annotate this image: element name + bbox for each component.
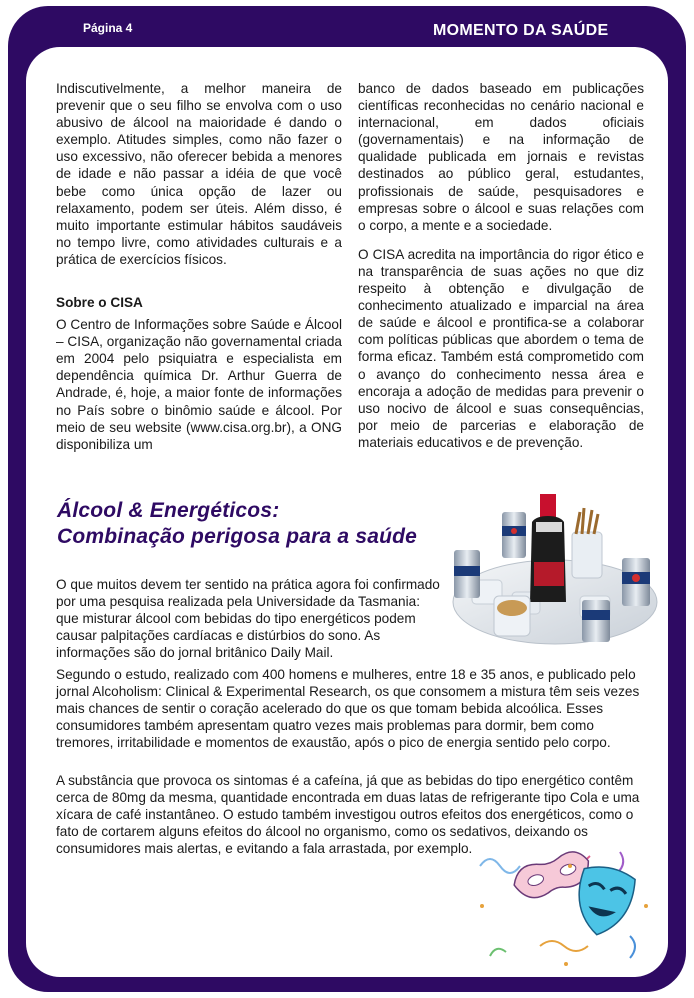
article-paragraph-1 <box>56 576 640 661</box>
left-column <box>56 80 342 453</box>
article-title-line1: Álcool & Energéticos: <box>57 499 280 522</box>
page-number: Página 4 <box>83 21 133 35</box>
article-title-line2: Combinação perigosa para a saúde <box>57 525 418 548</box>
cisa-paragraph-continued: banco de dados baseado em publicações científicas reconhecidas no cenário nacional e internacional, em dados oficiais (governamentais) e na informação de qualidade publicada em jornais e revistas destinados ao público geral, estudantes, profissionais de saúde, pesquisadores e empresas sobre o álcool e suas relações com o corpo, a mente e a sociedade. <box>358 81 644 233</box>
right-column <box>358 80 644 451</box>
cisa-ethics-paragraph: O CISA acredita na importância do rigor ético e na transparência de suas ações no que diz respeito à obtenção e divulgação de conhecimento atualizado e imparcial na área de saúde e álcool e prontifica-se a colaborar com políticas públicas que abordem o tema de forma eficaz. Também está comprometido com o avanço do conhecimento nessa área e encoraja a adoção de medidas para prevenir o uso nocivo de álcool e suas consequências, por meio de parcerias e elaboração de materiais educativos e de prevenção. <box>358 246 644 450</box>
article-title <box>57 498 417 550</box>
article-paragraph-3-text: A substância que provoca os sintomas é a cafeína, já que as bebidas do tipo energético contêm cerca de 80mg da mesma, quantidade encontrada em duas latas de refrigerante tipo Cola e uma xícara de café instantâneo. O estudo também investigou outros efeitos dos energéticos, como o fato de cortarem alguns efeitos do álcool no organismo, como os sedativos, deixando os consumidores mais alertas, e evitando a fala arrastada, por exemplo. <box>56 773 640 857</box>
article-paragraph-2-text: Segundo o estudo, realizado com 400 homens e mulheres, entre 18 e 35 anos, e publicado pelo jornal Alcoholism: Clinical & Experimental Research, os que consomem a mistura têm seis vezes mais chances de sentir o coração acelerado do que os que tomam bebida alcoólica. Esses consumidores também apresentam quatro vezes mais problemas para dormir, bem como tremores, irritabilidade e momentos de exaustão, após o pico de energia sentido pelo corpo. <box>56 667 640 751</box>
intro-paragraph: Indiscutivelmente, a melhor maneira de prevenir que o seu filho se envolva com o uso abusivo de álcool na maioridade é dando o exemplo. Atitudes simples, como não fazer o uso excessivo, não oferecer bebida a menores de idade e não passar a idéia de que você bebe como única opção de lazer ou relaxamento, podem ser úteis. Além disso, é muito importante estimular hábitos saudáveis no tempo livre, como atividades culturais e a prática de exercícios físicos. <box>56 81 342 267</box>
carnival-masks-illustration <box>470 846 656 974</box>
section-title: MOMENTO DA SAÚDE <box>433 22 609 39</box>
article-paragraph-1-text: O que muitos devem ter sentido na prática agora foi confirmado por uma pesquisa realizada pela Universidade da Tasmania: que misturar álcool com bebidas do tipo energéticos podem causar palpitações cardíacas e distúrbios do sono. As informações são do jornal britânico Daily Mail. <box>56 577 440 661</box>
cisa-heading: Sobre o CISA <box>56 295 143 311</box>
article-paragraph-2 <box>56 666 640 751</box>
cisa-paragraph: O Centro de Informações sobre Saúde e Álcool – CISA, organização não governamental criada em 2004 pelo psiquiatra e especialista em dependência química Dr. Arthur Guerra de Andrade, é, hoje, a maior fonte de informações no País sobre o binômio saúde e álcool. Por meio de seu website (www.cisa.org.br), a ONG disponibiliza um <box>56 317 342 452</box>
article-paragraph-3 <box>56 772 640 857</box>
